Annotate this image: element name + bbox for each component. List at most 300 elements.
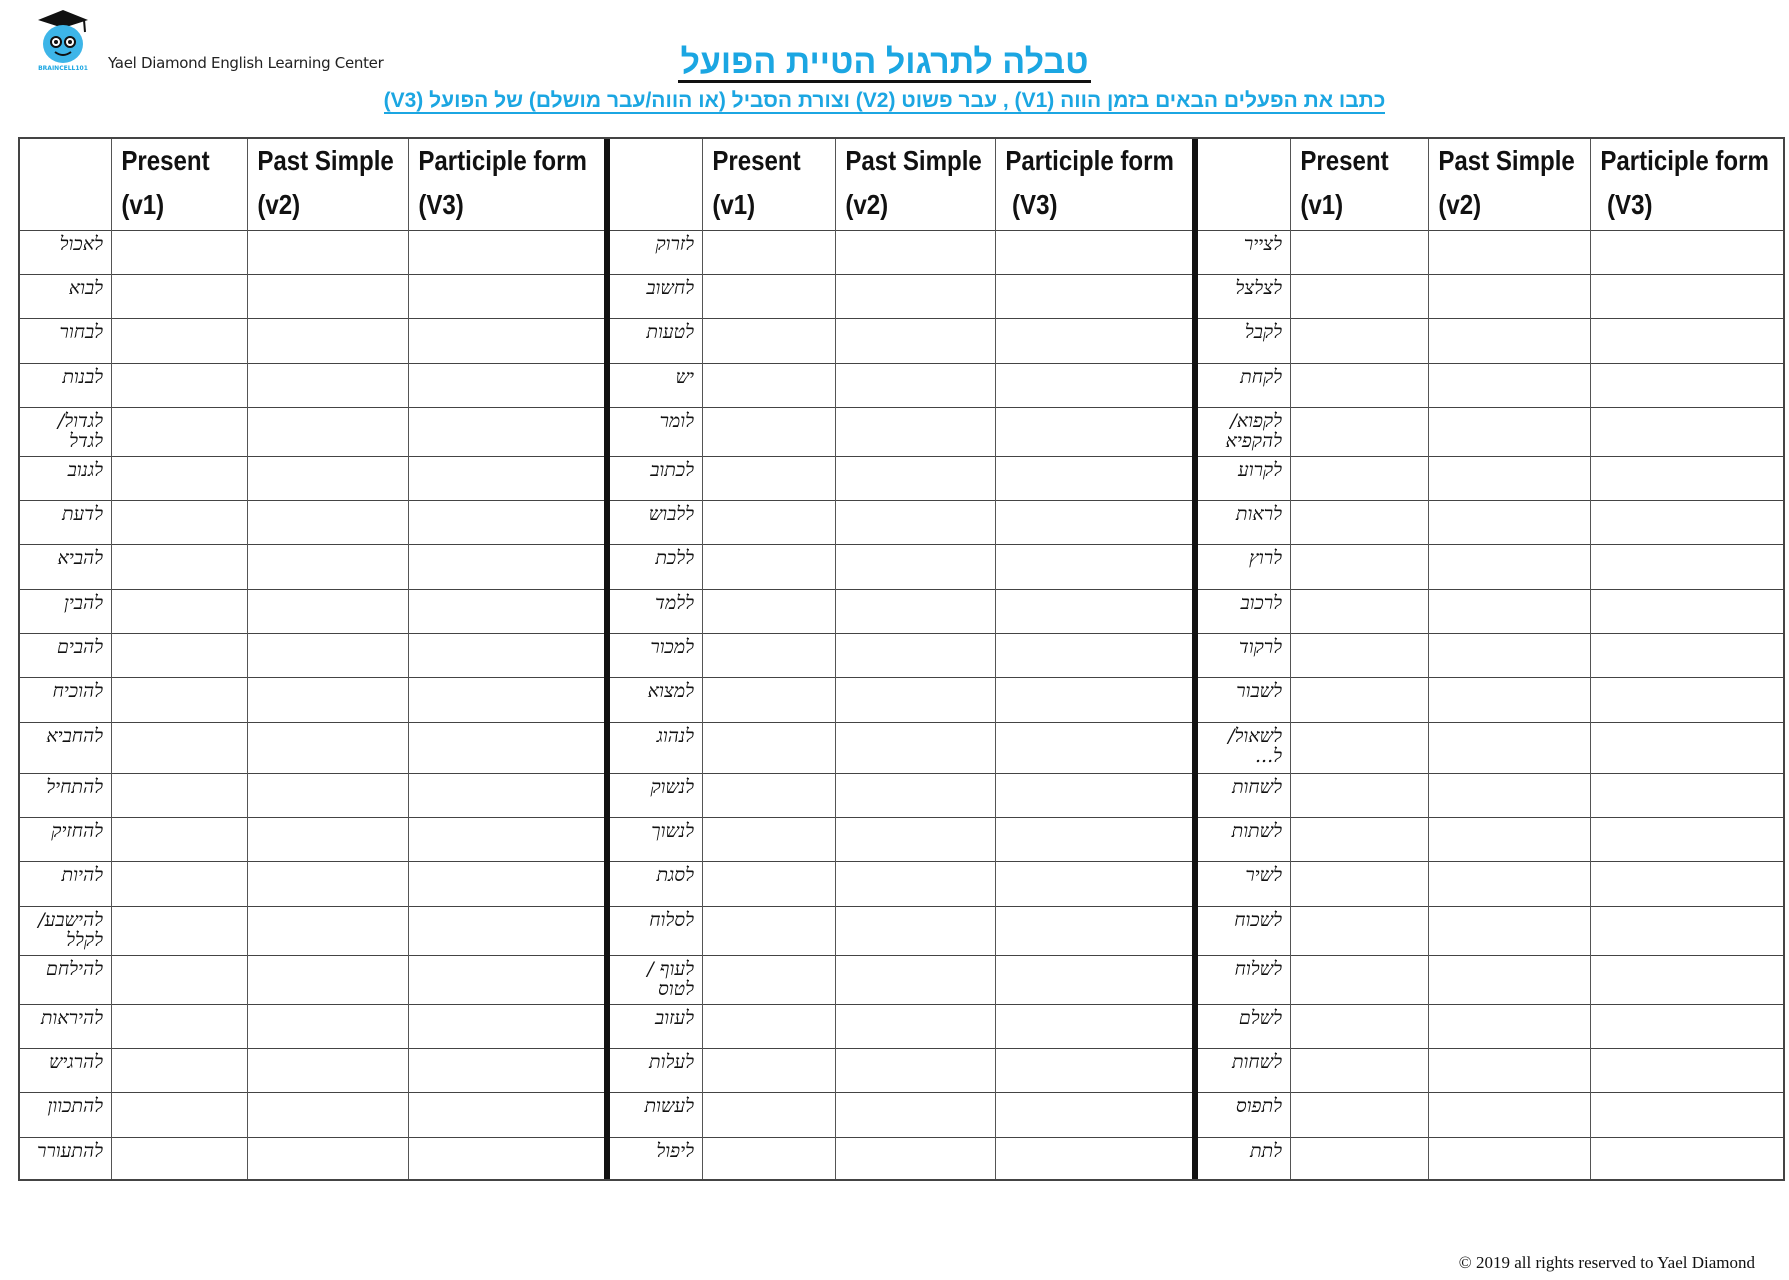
verb-hebrew: למכור <box>650 636 694 658</box>
answer-v3[interactable] <box>1592 546 1783 587</box>
verb-hebrew: למצוא <box>647 680 694 702</box>
answer-v3[interactable] <box>410 458 602 498</box>
answer-v2[interactable] <box>1430 819 1588 859</box>
answer-v2[interactable] <box>1430 458 1588 498</box>
answer-v1[interactable] <box>113 409 245 454</box>
header-label: Past Simple <box>257 145 394 176</box>
header-past-1 <box>247 139 408 231</box>
answer-v2[interactable] <box>1430 320 1588 361</box>
answer-v3[interactable] <box>1592 1139 1783 1179</box>
answer-v2[interactable] <box>1430 591 1588 631</box>
answer-v2[interactable] <box>1430 1094 1588 1135</box>
answer-v3[interactable] <box>410 365 602 405</box>
verb-hebrew: לאכול <box>59 233 103 255</box>
answer-v3[interactable] <box>410 775 602 815</box>
verb-hebrew: לעזוב <box>655 1007 694 1029</box>
answer-v2[interactable] <box>1430 546 1588 587</box>
answer-v2[interactable] <box>249 546 406 587</box>
answer-v2[interactable] <box>1430 502 1588 542</box>
verb-hebrew: להחביא <box>46 725 103 747</box>
answer-v1[interactable] <box>704 1006 833 1046</box>
answer-v2[interactable] <box>249 409 406 454</box>
page-title: טבלה לתרגול הטיית הפועל <box>680 43 1089 81</box>
answer-v1[interactable] <box>1292 775 1426 815</box>
answer-v1[interactable] <box>704 1139 833 1179</box>
verb-hebrew: לזרוק <box>655 233 694 255</box>
answer-v2[interactable] <box>1430 1139 1588 1179</box>
answer-v3[interactable] <box>1592 365 1783 405</box>
answer-v3[interactable] <box>997 635 1190 675</box>
answer-v1[interactable] <box>704 1050 833 1090</box>
answer-v1[interactable] <box>704 502 833 542</box>
answer-v1[interactable] <box>1292 320 1426 361</box>
row-divider <box>20 274 1783 275</box>
answer-v3[interactable] <box>410 1006 602 1046</box>
answer-v1[interactable] <box>113 679 245 720</box>
row-divider <box>20 633 1783 634</box>
answer-v1[interactable] <box>1292 679 1426 720</box>
answer-v3[interactable] <box>410 591 602 631</box>
row-divider <box>20 363 1783 364</box>
answer-v3[interactable] <box>997 957 1190 1002</box>
answer-v1[interactable] <box>704 546 833 587</box>
header-label: Present <box>1300 145 1389 176</box>
verb-hebrew: להתחיל <box>46 776 103 798</box>
verb-hebrew: לדעת <box>61 503 103 525</box>
answer-v2[interactable] <box>837 635 993 675</box>
verb-hebrew: ללמד <box>655 592 694 614</box>
verb-hebrew: לעוף / לטוס <box>647 958 694 1000</box>
answer-v1[interactable] <box>704 320 833 361</box>
answer-v3[interactable] <box>1592 775 1783 815</box>
answer-v1[interactable] <box>1292 819 1426 859</box>
verb-hebrew: לשתות <box>1231 820 1282 842</box>
verb-hebrew: לבנות <box>62 366 103 388</box>
answer-v1[interactable] <box>113 1139 245 1179</box>
answer-v1[interactable] <box>704 775 833 815</box>
answer-v3[interactable] <box>410 679 602 720</box>
answer-v1[interactable] <box>1292 276 1426 316</box>
row-divider <box>20 861 1783 862</box>
row-divider <box>20 722 1783 723</box>
answer-v3[interactable] <box>997 863 1190 904</box>
answer-v1[interactable] <box>704 908 833 953</box>
answer-v3[interactable] <box>410 546 602 587</box>
answer-v3[interactable] <box>410 1139 602 1179</box>
answer-v3[interactable] <box>410 1094 602 1135</box>
answer-v3[interactable] <box>997 819 1190 859</box>
answer-v1[interactable] <box>704 591 833 631</box>
verb-hebrew: להחזיק <box>51 820 103 842</box>
row-divider <box>20 318 1783 319</box>
answer-v1[interactable] <box>113 591 245 631</box>
answer-v3[interactable] <box>997 1094 1190 1135</box>
answer-v2[interactable] <box>837 276 993 316</box>
verb-hebrew: ליפול <box>656 1140 694 1162</box>
answer-v3[interactable] <box>1592 591 1783 631</box>
answer-v2[interactable] <box>1430 635 1588 675</box>
answer-v2[interactable] <box>249 276 406 316</box>
answer-v1[interactable] <box>1292 232 1426 272</box>
row-divider <box>20 500 1783 501</box>
answer-v1[interactable] <box>1292 1139 1426 1179</box>
answer-v1[interactable] <box>113 276 245 316</box>
answer-v1[interactable] <box>113 320 245 361</box>
answer-v2[interactable] <box>1430 957 1588 1002</box>
answer-v1[interactable] <box>704 276 833 316</box>
answer-v2[interactable] <box>837 679 993 720</box>
answer-v1[interactable] <box>1292 1094 1426 1135</box>
header-present-2 <box>702 139 835 231</box>
answer-v1[interactable] <box>1292 635 1426 675</box>
header-sublabel: (v1) <box>121 189 165 220</box>
verb-hebrew: לעלות <box>649 1051 694 1073</box>
header-sublabel: (v2) <box>1438 189 1482 220</box>
verb-hebrew: ללבוש <box>648 503 694 525</box>
column-divider <box>702 139 703 1179</box>
answer-v3[interactable] <box>410 232 602 272</box>
verb-hebrew: להבין <box>63 592 103 614</box>
verb-hebrew: לצלצל <box>1235 277 1282 299</box>
answer-v2[interactable] <box>249 1094 406 1135</box>
answer-v2[interactable] <box>837 502 993 542</box>
page-title-wrap <box>0 44 1789 83</box>
answer-v2[interactable] <box>837 819 993 859</box>
answer-v2[interactable] <box>1430 409 1588 454</box>
verb-hebrew: לחשוב <box>646 277 694 299</box>
answer-v3[interactable] <box>1592 724 1783 771</box>
row-divider <box>20 456 1783 457</box>
answer-v3[interactable] <box>1592 232 1783 272</box>
answer-v2[interactable] <box>1430 1050 1588 1090</box>
verb-hebrew: לשיר <box>1245 864 1282 886</box>
answer-v2[interactable] <box>249 863 406 904</box>
answer-v3[interactable] <box>410 502 602 542</box>
answer-v3[interactable] <box>1592 819 1783 859</box>
answer-v2[interactable] <box>249 1006 406 1046</box>
svg-text:BRAINCELL101: BRAINCELL101 <box>38 65 88 72</box>
answer-v3[interactable] <box>997 679 1190 720</box>
answer-v3[interactable] <box>1592 863 1783 904</box>
row-divider <box>20 1048 1783 1049</box>
answer-v2[interactable] <box>837 1050 993 1090</box>
header-participle-2 <box>995 139 1192 231</box>
answer-v3[interactable] <box>1592 502 1783 542</box>
answer-v2[interactable] <box>1430 1006 1588 1046</box>
verb-hebrew: ללכת <box>655 547 694 569</box>
row-divider <box>20 544 1783 545</box>
verb-hebrew: להבים <box>56 636 103 658</box>
verb-hebrew: לשלוח <box>1234 958 1282 980</box>
column-divider <box>1428 139 1429 1179</box>
answer-v3[interactable] <box>997 591 1190 631</box>
group-separator <box>1192 139 1198 1179</box>
answer-v2[interactable] <box>249 635 406 675</box>
answer-v1[interactable] <box>704 724 833 771</box>
answer-v3[interactable] <box>410 635 602 675</box>
answer-v2[interactable] <box>837 458 993 498</box>
answer-v1[interactable] <box>113 546 245 587</box>
answer-v2[interactable] <box>837 775 993 815</box>
answer-v1[interactable] <box>1292 724 1426 771</box>
answer-v1[interactable] <box>1292 863 1426 904</box>
answer-v1[interactable] <box>1292 1006 1426 1046</box>
answer-v2[interactable] <box>837 591 993 631</box>
answer-v3[interactable] <box>1592 679 1783 720</box>
brand-name: Yael Diamond English Learning Center <box>108 54 384 72</box>
answer-v2[interactable] <box>837 232 993 272</box>
header-present-1 <box>111 139 247 231</box>
answer-v2[interactable] <box>837 863 993 904</box>
row-divider <box>20 677 1783 678</box>
instructions: כתבו את הפעלים הבאים בזמן הווה (V1) , עבר פשוט (V2) וצורת הסביל (או הווה/עבר מושלם) של הפועל (V3) <box>383 89 1386 112</box>
header-label: Participle form <box>1005 145 1174 176</box>
answer-v2[interactable] <box>837 1006 993 1046</box>
header-sublabel: (V3) <box>1005 189 1058 220</box>
answer-v1[interactable] <box>704 819 833 859</box>
answer-v1[interactable] <box>113 458 245 498</box>
answer-v1[interactable] <box>113 724 245 771</box>
answer-v3[interactable] <box>1592 1006 1783 1046</box>
header-sublabel: (V3) <box>418 189 464 220</box>
header-label: Participle form <box>1600 145 1769 176</box>
answer-v2[interactable] <box>249 724 406 771</box>
answer-v3[interactable] <box>997 908 1190 953</box>
answer-v3[interactable] <box>1592 458 1783 498</box>
column-divider <box>247 139 248 1179</box>
answer-v1[interactable] <box>1292 1050 1426 1090</box>
answer-v1[interactable] <box>704 1094 833 1135</box>
answer-v2[interactable] <box>249 365 406 405</box>
copyright: © 2019 all rights reserved to Yael Diamond <box>1458 1253 1755 1272</box>
answer-v1[interactable] <box>113 1094 245 1135</box>
verb-hebrew: לסגת <box>656 864 694 886</box>
answer-v2[interactable] <box>249 320 406 361</box>
answer-v1[interactable] <box>1292 365 1426 405</box>
answer-v1[interactable] <box>113 635 245 675</box>
answer-v2[interactable] <box>249 679 406 720</box>
answer-v2[interactable] <box>249 1139 406 1179</box>
answer-v1[interactable] <box>113 365 245 405</box>
answer-v1[interactable] <box>113 908 245 953</box>
verb-hebrew: לגנוב <box>67 459 103 481</box>
verb-hebrew: לגדול/ לגדל <box>57 410 103 452</box>
answer-v3[interactable] <box>997 458 1190 498</box>
verb-hebrew: לרקוד <box>1238 636 1282 658</box>
answer-v2[interactable] <box>249 1050 406 1090</box>
answer-v1[interactable] <box>113 775 245 815</box>
answer-v2[interactable] <box>1430 775 1588 815</box>
answer-v2[interactable] <box>1430 724 1588 771</box>
answer-v3[interactable] <box>1592 908 1783 953</box>
verb-hebrew: לשחות <box>1231 1051 1282 1073</box>
verb-hebrew: לרוץ <box>1249 547 1282 569</box>
verb-hebrew: לשכוח <box>1234 909 1282 931</box>
answer-v3[interactable] <box>410 724 602 771</box>
answer-v1[interactable] <box>704 635 833 675</box>
answer-v3[interactable] <box>410 276 602 316</box>
answer-v1[interactable] <box>704 679 833 720</box>
answer-v2[interactable] <box>1430 908 1588 953</box>
answer-v1[interactable] <box>1292 591 1426 631</box>
answer-v1[interactable] <box>1292 908 1426 953</box>
verb-hebrew: לשבור <box>1236 680 1282 702</box>
answer-v2[interactable] <box>837 957 993 1002</box>
answer-v3[interactable] <box>410 409 602 454</box>
answer-v2[interactable] <box>1430 365 1588 405</box>
verb-hebrew: לכתוב <box>650 459 694 481</box>
column-divider <box>1590 139 1591 1179</box>
row-divider <box>20 906 1783 907</box>
answer-v3[interactable] <box>997 1139 1190 1179</box>
answer-v2[interactable] <box>837 409 993 454</box>
answer-v3[interactable] <box>997 1050 1190 1090</box>
answer-v3[interactable] <box>1592 276 1783 316</box>
row-divider <box>20 817 1783 818</box>
verb-hebrew: לקרוע <box>1237 459 1282 481</box>
header-past-3 <box>1428 139 1590 231</box>
verb-hebrew: לעשות <box>644 1095 694 1117</box>
answer-v2[interactable] <box>1430 679 1588 720</box>
verb-hebrew: לקבל <box>1244 321 1282 343</box>
answer-v3[interactable] <box>997 1006 1190 1046</box>
answer-v3[interactable] <box>1592 320 1783 361</box>
row-divider <box>20 589 1783 590</box>
answer-v3[interactable] <box>1592 957 1783 1002</box>
answer-v3[interactable] <box>997 775 1190 815</box>
answer-v3[interactable] <box>410 957 602 1002</box>
answer-v3[interactable] <box>410 320 602 361</box>
verb-hebrew: להתעורר <box>37 1140 103 1162</box>
answer-v2[interactable] <box>249 502 406 542</box>
verb-hebrew: להרגיש <box>48 1051 103 1073</box>
answer-v1[interactable] <box>1292 546 1426 587</box>
header-label: Past Simple <box>845 145 982 176</box>
answer-v3[interactable] <box>997 502 1190 542</box>
verb-hebrew: לבחור <box>59 321 103 343</box>
answer-v3[interactable] <box>410 819 602 859</box>
answer-v2[interactable] <box>249 957 406 1002</box>
verb-hebrew: לבוא <box>68 277 103 299</box>
verb-hebrew: להיות <box>61 864 103 886</box>
answer-v2[interactable] <box>1430 863 1588 904</box>
verb-hebrew: לצייר <box>1243 233 1282 255</box>
header-sublabel: (v2) <box>257 189 301 220</box>
answer-v2[interactable] <box>837 908 993 953</box>
answer-v1[interactable] <box>704 409 833 454</box>
answer-v1[interactable] <box>113 232 245 272</box>
column-divider <box>835 139 836 1179</box>
header-label: Participle form <box>418 145 587 176</box>
answer-v1[interactable] <box>1292 502 1426 542</box>
answer-v3[interactable] <box>1592 1050 1783 1090</box>
verb-hebrew: לשלם <box>1238 1007 1282 1029</box>
answer-v3[interactable] <box>997 409 1190 454</box>
answer-v2[interactable] <box>837 1139 993 1179</box>
verb-hebrew: לנשוך <box>651 820 694 842</box>
verb-hebrew: להילחם <box>46 958 103 980</box>
row-divider <box>20 773 1783 774</box>
verb-hebrew: להיראות <box>40 1007 103 1029</box>
verb-hebrew: לרכוב <box>1240 592 1282 614</box>
verb-hebrew: לראות <box>1235 503 1282 525</box>
verb-hebrew: להביא <box>57 547 103 569</box>
answer-v2[interactable] <box>837 546 993 587</box>
verb-hebrew: לשאול/ ל... <box>1228 725 1282 767</box>
answer-v2[interactable] <box>1430 276 1588 316</box>
column-divider <box>111 139 112 1179</box>
verb-hebrew: לסלוח <box>649 909 694 931</box>
answer-v3[interactable] <box>1592 1094 1783 1135</box>
verb-table <box>18 137 1785 1181</box>
answer-v1[interactable] <box>113 957 245 1002</box>
header-past-2 <box>835 139 995 231</box>
answer-v1[interactable] <box>704 957 833 1002</box>
answer-v2[interactable] <box>837 365 993 405</box>
answer-v3[interactable] <box>1592 409 1783 454</box>
verb-hebrew: להתכוון <box>47 1095 103 1117</box>
answer-v2[interactable] <box>249 908 406 953</box>
answer-v1[interactable] <box>1292 957 1426 1002</box>
verb-hebrew: לשחות <box>1231 776 1282 798</box>
answer-v3[interactable] <box>410 908 602 953</box>
answer-v3[interactable] <box>1592 635 1783 675</box>
column-divider <box>408 139 409 1179</box>
answer-v3[interactable] <box>997 546 1190 587</box>
answer-v1[interactable] <box>113 1006 245 1046</box>
answer-v3[interactable] <box>997 232 1190 272</box>
header-present-3 <box>1290 139 1428 231</box>
answer-v1[interactable] <box>1292 458 1426 498</box>
header-sublabel: (V3) <box>1600 189 1653 220</box>
verb-hebrew: לתת <box>1249 1140 1282 1162</box>
answer-v2[interactable] <box>1430 232 1588 272</box>
column-divider <box>1290 139 1291 1179</box>
answer-v1[interactable] <box>704 458 833 498</box>
answer-v1[interactable] <box>113 1050 245 1090</box>
group-separator <box>604 139 610 1179</box>
answer-v2[interactable] <box>249 819 406 859</box>
answer-v3[interactable] <box>410 863 602 904</box>
answer-v1[interactable] <box>704 863 833 904</box>
verb-hebrew: לומר <box>659 410 694 432</box>
answer-v1[interactable] <box>704 232 833 272</box>
answer-v2[interactable] <box>837 320 993 361</box>
answer-v1[interactable] <box>1292 409 1426 454</box>
header-participle-3 <box>1590 139 1785 231</box>
answer-v3[interactable] <box>997 724 1190 771</box>
answer-v2[interactable] <box>837 724 993 771</box>
row-divider <box>20 407 1783 408</box>
answer-v1[interactable] <box>113 863 245 904</box>
answer-v3[interactable] <box>997 320 1190 361</box>
answer-v3[interactable] <box>997 365 1190 405</box>
verb-hebrew: לטעות <box>646 321 694 343</box>
answer-v2[interactable] <box>249 591 406 631</box>
answer-v3[interactable] <box>997 276 1190 316</box>
answer-v3[interactable] <box>410 1050 602 1090</box>
answer-v1[interactable] <box>113 502 245 542</box>
answer-v1[interactable] <box>113 819 245 859</box>
answer-v1[interactable] <box>704 365 833 405</box>
answer-v2[interactable] <box>249 458 406 498</box>
answer-v2[interactable] <box>837 1094 993 1135</box>
header-label: Past Simple <box>1438 145 1575 176</box>
answer-v2[interactable] <box>249 775 406 815</box>
answer-v2[interactable] <box>249 232 406 272</box>
row-divider <box>20 1137 1783 1138</box>
header-participle-1 <box>408 139 604 231</box>
